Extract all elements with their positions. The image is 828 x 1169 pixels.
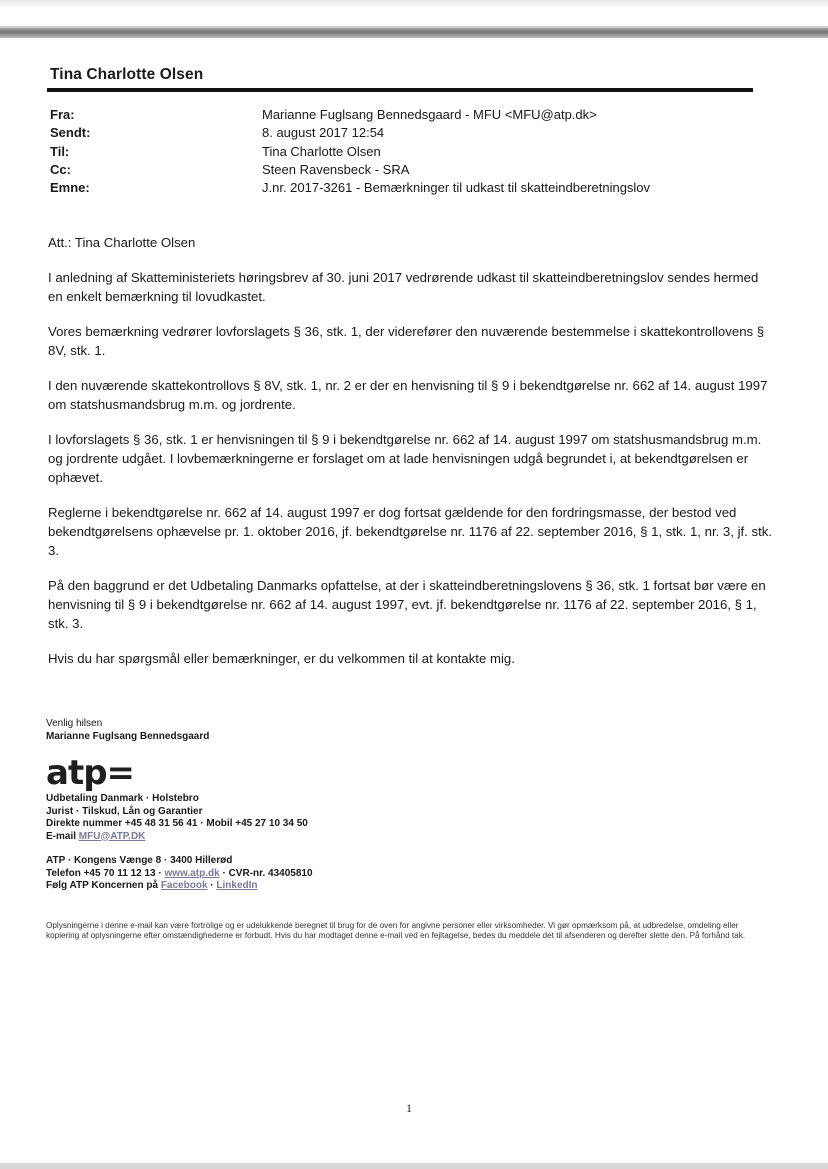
body-paragraph: På den baggrund er det Udbetaling Danmarks opfattelse, at der i skatteindberetningslovens § 36, stk. 1 fortsat bør være en henvisning til § 9 i bekendtgørelse nr. 662 af 14. august 1997, evt. jf. bekendtgørelse nr. 1176 af 22. september 2016, § 1, stk. 3. <box>48 578 766 631</box>
linkedin-link[interactable]: LinkedIn <box>216 880 258 891</box>
cvr-text: · CVR-nr. 43405810 <box>219 867 313 879</box>
phone-prefix: Telefon +45 70 11 12 13 · <box>46 867 165 879</box>
disclaimer: Oplysningerne i denne e-mail kan være fortrolige og er udelukkende beregnet til brug for de oven for angivne personer eller virksomheder. Vi gør opmærksom på, at udbredelse, omdeling eller kopiering af oplysningerne efter omstændighederne er forbudt. Hvis du har modtaget denne e-mail ved en fejltagelse, bedes du meddele det til afsenderen og derefter slette den. På forhånd tak. <box>46 921 746 941</box>
meta-row-cc <box>50 162 770 180</box>
meta-value: Marianne Fuglsang Bennedsgaard - MFU <MFU@atp.dk> <box>262 107 597 122</box>
meta-value: Steen Ravensbeck - SRA <box>262 161 410 177</box>
signature-follow-line <box>46 880 786 893</box>
meta-row-sent <box>50 125 770 143</box>
email-body <box>48 233 773 684</box>
body-paragraph: I anledning af Skatteministeriets høringsbrev af 30. juni 2017 vedrørende udkast til skatteindberetningslov sendes hermed en enkelt bemærkning til lovudkastet. <box>48 270 759 304</box>
meta-label: Cc: <box>50 161 71 177</box>
meta-value: 8. august 2017 12:54 <box>262 125 385 141</box>
body-paragraph: Reglerne i bekendtgørelse nr. 662 af 14. august 1997 er dog fortsat gældende for den fordringsmasse, der bestod ved bekendtgørelsens ophævelse pr. 1. oktober 2016, jf. bekendtgørelse nr. 1176 af 22. september 2016, § 1, stk. 1, nr. 3, jf. stk. 3. <box>48 505 773 558</box>
header-rule <box>47 88 753 92</box>
signature-greeting: Venlig hilsen <box>46 718 103 729</box>
body-paragraph: Att.: Tina Charlotte Olsen <box>48 235 196 250</box>
signature-phone-line <box>46 868 786 881</box>
email-signature <box>46 718 786 893</box>
meta-value: Tina Charlotte Olsen <box>262 143 381 159</box>
document-header-name: Tina Charlotte Olsen <box>50 66 204 83</box>
signature-phones: Direkte nummer +45 48 31 56 41 · Mobil +45 27 10 34 50 <box>46 818 308 829</box>
body-paragraph: Vores bemærkning vedrører lovforslagets § 36, stk. 1, der viderefører den nuværende bestemmelse i skattekontrollovens § 8V, stk. 1. <box>48 324 765 358</box>
body-paragraph: I den nuværende skattekontrollovs § 8V, stk. 1, nr. 2 er der en henvisning til § 9 i bekendtgørelse nr. 662 af 14. august 1997 om statshusmandsbrug m.m. og jordrente. <box>48 378 768 412</box>
scan-bottom-edge <box>0 1163 828 1169</box>
meta-label: Sendt: <box>50 125 91 141</box>
body-paragraph: Hvis du har spørgsmål eller bemærkninger, er du velkommen til at kontakte mig. <box>48 651 515 666</box>
signature-org: Udbetaling Danmark · Holstebro <box>46 793 199 804</box>
email-prefix: E-mail <box>46 830 79 842</box>
signature-title: Jurist · Tilskud, Lån og Garantier <box>46 805 203 817</box>
signature-name: Marianne Fuglsang Bennedsgaard <box>46 730 210 742</box>
signature-email-line <box>46 831 786 844</box>
website-link[interactable]: www.atp.dk <box>164 867 220 879</box>
scan-top-edge <box>0 0 828 8</box>
atp-logo: atp= <box>46 753 135 793</box>
signature-address: ATP · Kongens Vænge 8 · 3400 Hillerød <box>46 855 233 866</box>
facebook-link[interactable]: Facebook <box>160 880 208 891</box>
page-number: 1 <box>406 1101 412 1115</box>
meta-label: Emne: <box>50 180 90 196</box>
meta-label: Fra: <box>50 107 75 122</box>
meta-label: Til: <box>50 143 70 159</box>
meta-row-to <box>50 144 770 162</box>
meta-row-subject <box>50 180 770 198</box>
meta-value: J.nr. 2017-3261 - Bemærkninger til udkast til skatteindberetningslov <box>262 180 651 196</box>
signature-spacer <box>46 843 786 855</box>
scan-bar <box>0 28 828 38</box>
email-link[interactable]: MFU@ATP.DK <box>78 830 146 842</box>
email-meta <box>50 107 770 198</box>
meta-row-from <box>50 107 770 125</box>
body-paragraph: I lovforslagets § 36, stk. 1 er henvisningen til § 9 i bekendtgørelse nr. 662 af 14. august 1997 om statshusmandsbrug m.m. og jordrente udgået. I lovbemærkningerne er forslaget om at lade henvisningen udgå begrundet i, at bekendtgørelsen er ophævet. <box>48 432 762 485</box>
link-separator: · <box>207 880 217 891</box>
follow-prefix: Følg ATP Koncernen på <box>46 880 161 891</box>
